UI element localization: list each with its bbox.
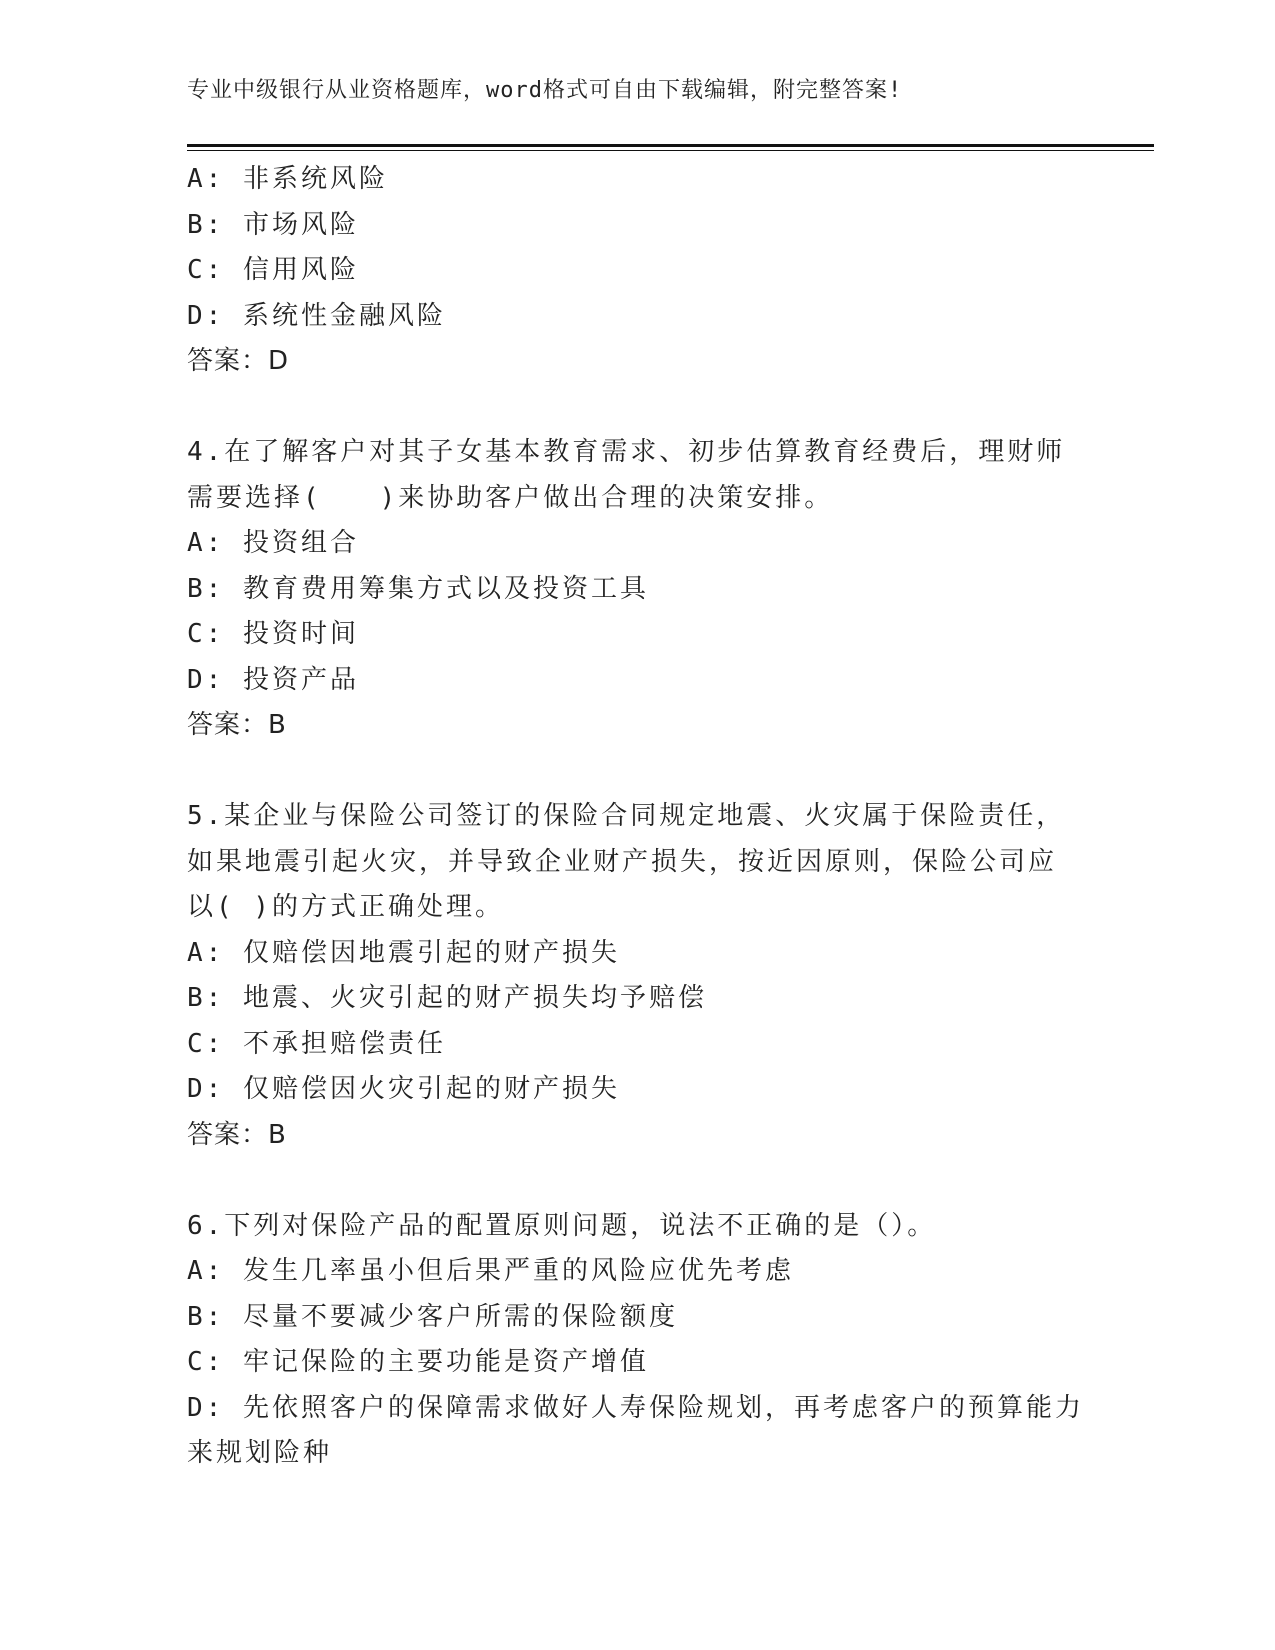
q3-option-b: B: 市场风险 — [187, 209, 359, 240]
question-5 — [187, 794, 1087, 1158]
q4-option-a: A: 投资组合 — [187, 528, 359, 558]
q4-stem-line-1: 4.在了解客户对其子女基本教育需求、初步估算教育经费后，理财师 — [187, 437, 1066, 467]
q6-option-a: A: 发生几率虽小但后果严重的风险应优先考虑 — [187, 1256, 794, 1286]
q5-option-d: D: 仅赔偿因火灾引起的财产损失 — [187, 1074, 620, 1104]
q4-stem-line-2: 需要选择( )来协助客户做出合理的决策安排。 — [187, 482, 834, 513]
q4-answer: 答案：B — [187, 710, 287, 740]
question-3 — [187, 157, 1087, 385]
q4-option-d: D: 投资产品 — [187, 664, 359, 695]
q5-stem-line-3: 以( )的方式正确处理。 — [187, 892, 504, 922]
q6-option-b: B: 尽量不要减少客户所需的保险额度 — [187, 1301, 678, 1332]
q4-option-c: C: 投资时间 — [187, 619, 359, 649]
question-4 — [187, 430, 1087, 749]
q5-option-a: A: 仅赔偿因地震引起的财产损失 — [187, 937, 620, 968]
spacer — [187, 385, 1087, 431]
q3-answer: 答案：D — [187, 346, 290, 376]
question-6 — [187, 1204, 1087, 1477]
q6-option-d: D: 先依照客户的保障需求做好人寿保险规划，再考虑客户的预算能力 — [187, 1392, 1084, 1423]
spacer — [187, 1158, 1087, 1204]
q5-option-c: C: 不承担赔偿责任 — [187, 1028, 446, 1059]
q3-option-c: C: 信用风险 — [187, 255, 359, 285]
q5-stem-line-1: 5.某企业与保险公司签订的保险合同规定地震、火灾属于保险责任， — [187, 801, 1066, 831]
q6-option-c: C: 牢记保险的主要功能是资产增值 — [187, 1347, 649, 1377]
q6-option-d-continued: 来规划险种 — [187, 1438, 333, 1468]
question-content — [187, 157, 1087, 1477]
spacer — [187, 749, 1087, 795]
header-rule-thin — [187, 150, 1154, 151]
q3-option-a: A: 非系统风险 — [187, 164, 388, 194]
q3-option-d: D: 系统性金融风险 — [187, 300, 446, 331]
q5-answer: 答案：B — [187, 1119, 287, 1150]
q5-stem-line-2: 如果地震引起火灾，并导致企业财产损失，按近因原则，保险公司应 — [187, 846, 1058, 877]
q6-stem-line-1: 6.下列对保险产品的配置原则问题，说法不正确的是（）。 — [187, 1210, 937, 1241]
q5-option-b: B: 地震、火灾引起的财产损失均予赔偿 — [187, 983, 707, 1013]
header-rule-thick — [187, 144, 1154, 147]
q4-option-b: B: 教育费用筹集方式以及投资工具 — [187, 573, 649, 604]
page-header: 专业中级银行从业资格题库，word格式可自由下载编辑，附完整答案! — [187, 78, 903, 103]
